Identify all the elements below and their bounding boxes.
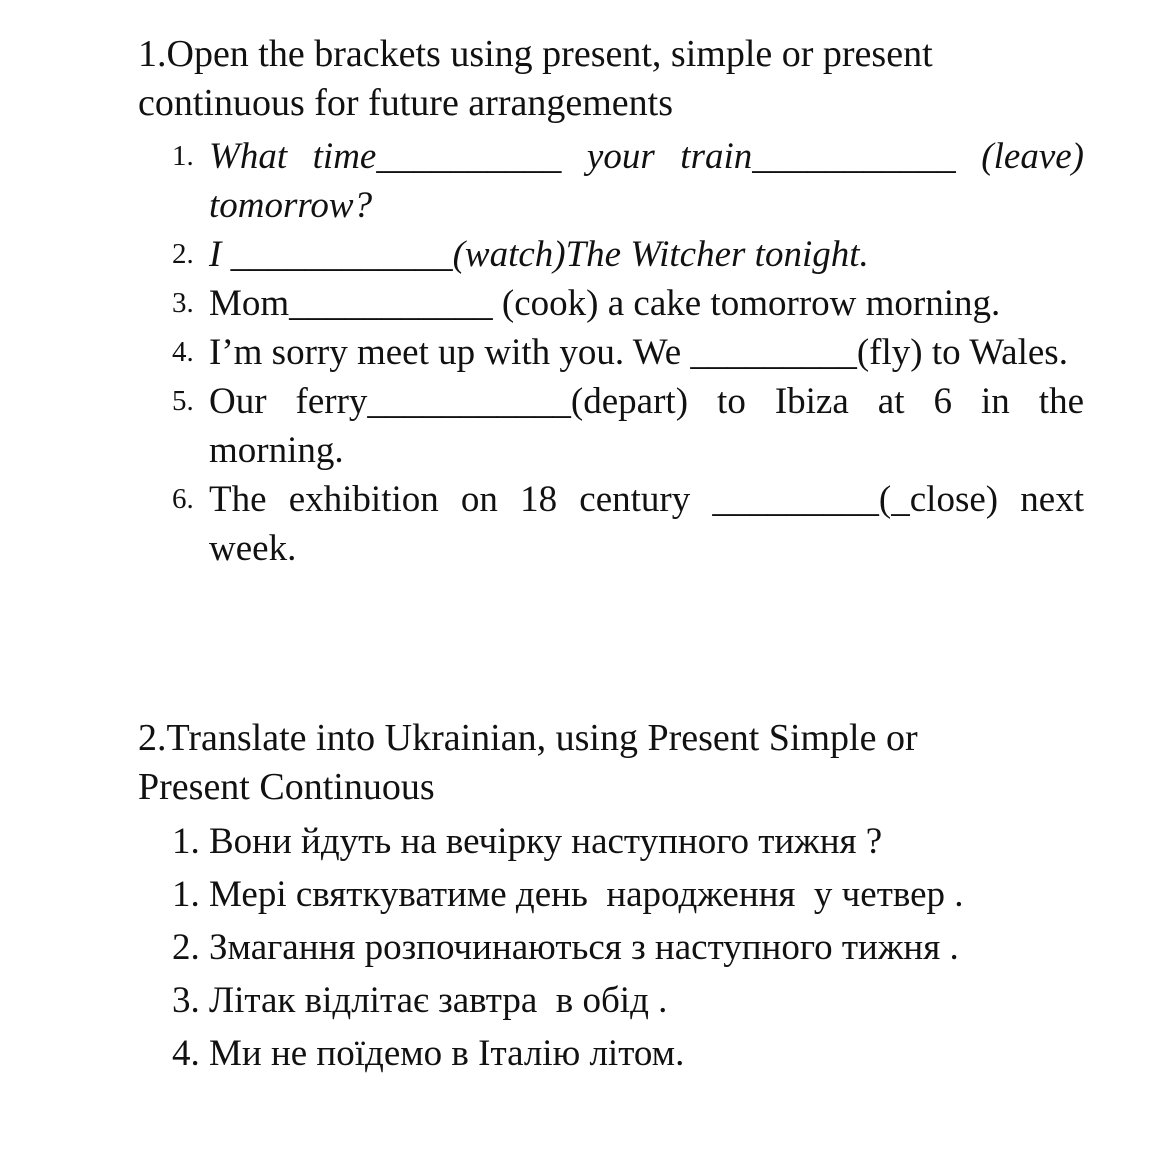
exercise-text: I ____________(watch)The Witcher tonight.: [209, 234, 869, 275]
exercise-item-3: [172, 279, 1084, 328]
exercise-item-2: [172, 230, 1084, 279]
translation-item: 1. Мері святкуватиме день народження у четвер .: [172, 874, 964, 915]
exercise-number: 6.: [172, 483, 194, 515]
exercise-number: 2.: [172, 238, 194, 270]
task1-heading: 1.Open the brackets using present, simple or present continuous for future arrangements: [138, 33, 933, 124]
exercise-text: Mom___________ (cook) a cake tomorrow morning.: [209, 283, 1001, 324]
translation-item: 3. Літак відлітає завтра в обід .: [172, 980, 668, 1021]
translation-item: 4. Ми не поїдемо в Італію літом.: [172, 1033, 685, 1074]
task2-translation-list: [172, 815, 1084, 1080]
exercise-number: 4.: [172, 336, 194, 368]
exercise-text: I’m sorry meet up with you. We _________(fly) to Wales.: [209, 332, 1068, 373]
exercise-item-1: [172, 132, 1084, 230]
exercise-item-4: [172, 328, 1084, 377]
translation-item: 2. Змагання розпочинаються з наступного тижня .: [172, 927, 959, 968]
exercise-text: Our ferry___________(depart) to Ibiza at 6 in the morning.: [209, 381, 1084, 471]
exercise-item-5: [172, 377, 1084, 475]
exercise-number: 5.: [172, 385, 194, 417]
exercise-number: 3.: [172, 287, 194, 319]
exercise-text: What time__________ your train___________ (leave) tomorrow?: [209, 136, 1084, 226]
exercise-item-6: [172, 475, 1084, 573]
task2-heading: 2.Translate into Ukrainian, using Present Simple or Present Continuous: [138, 717, 918, 808]
exercise-text: The exhibition on 18 century _________(_close) next week.: [209, 479, 1084, 569]
exercise-number: 1.: [172, 140, 194, 172]
translation-item: 1. Вони йдуть на вечірку наступного тижня ?: [172, 821, 883, 862]
task1-exercise-list: [172, 132, 1084, 573]
